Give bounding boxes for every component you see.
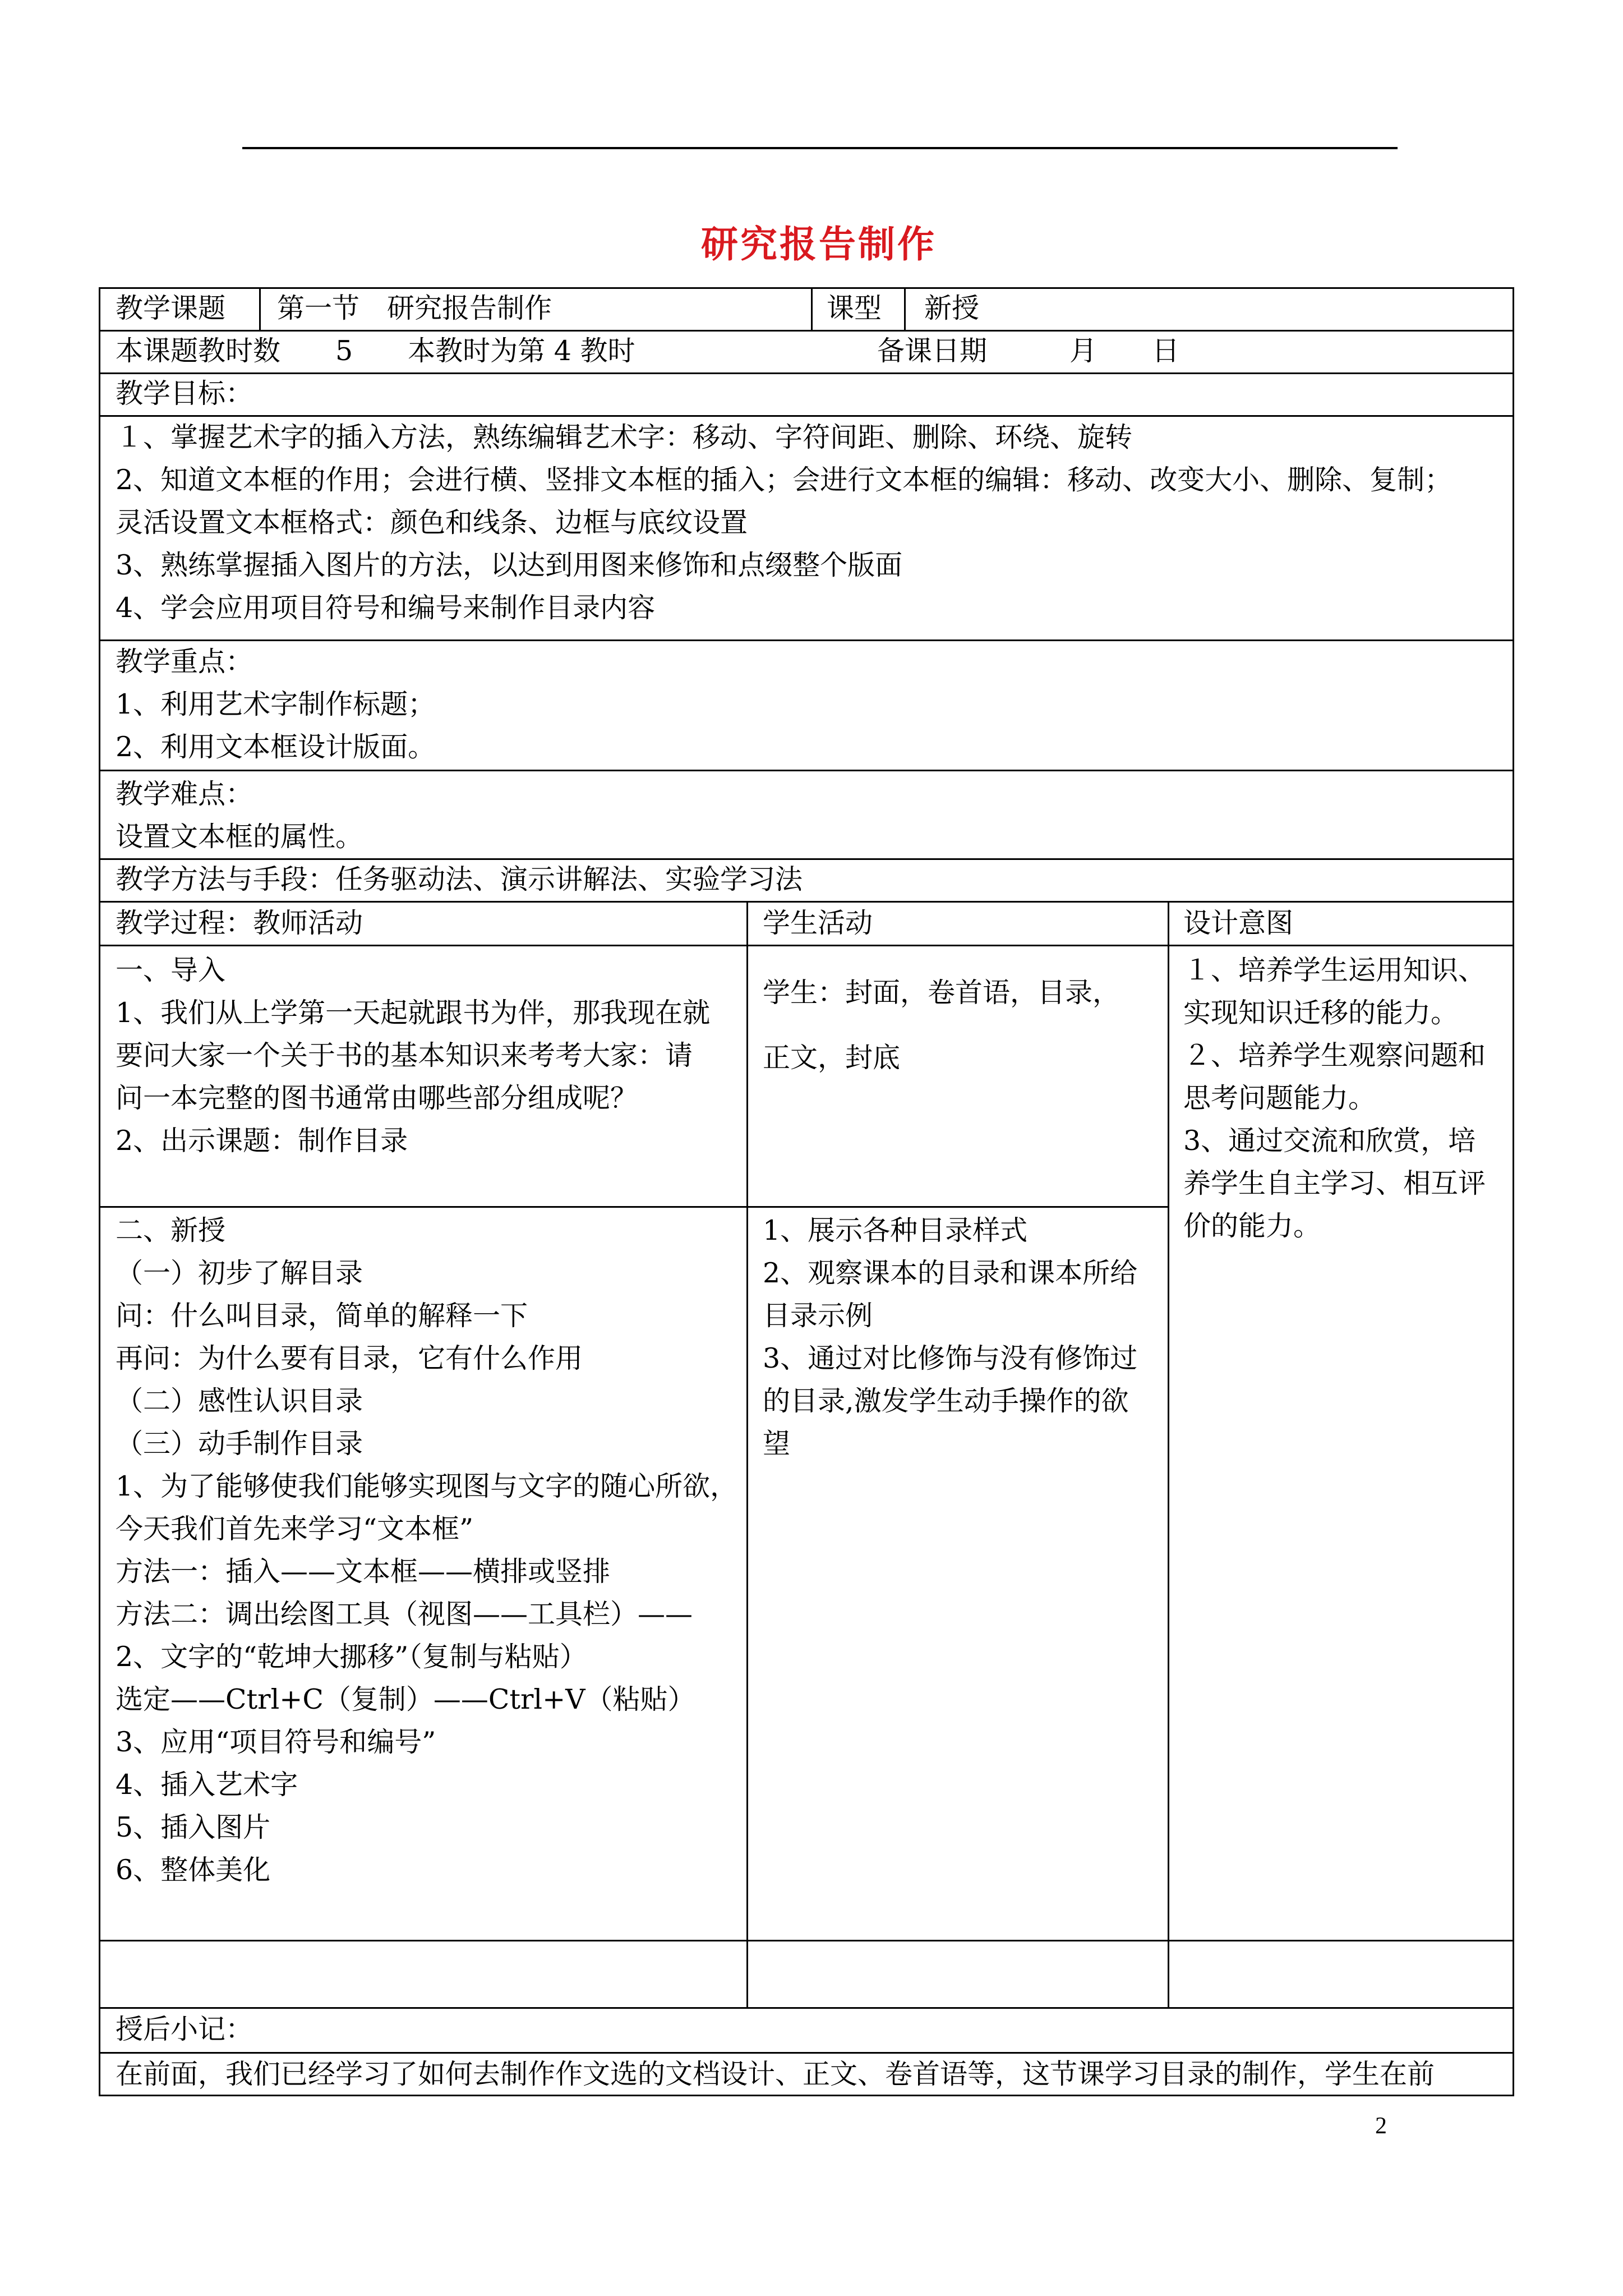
intent-line: 价的能力。 bbox=[1183, 1210, 1321, 1242]
col-divider bbox=[259, 287, 261, 330]
intent-line: 实现知识迁移的能力。 bbox=[1183, 997, 1459, 1029]
new-lesson-line: 6、整体美化 bbox=[116, 1854, 271, 1886]
intro-teacher-activity bbox=[116, 949, 710, 1162]
header-rule bbox=[242, 147, 1398, 149]
key-points-heading: 教学重点： bbox=[116, 646, 253, 678]
new-lesson-line: 问：什么叫目录，简单的解释一下 bbox=[116, 1300, 528, 1332]
new-lesson-line: 方法一：插入——文本框——横排或竖排 bbox=[116, 1556, 611, 1588]
difficulty-item: 设置文本框的属性。 bbox=[116, 821, 363, 853]
teaching-methods: 教学方法与手段：任务驱动法、演示讲解法、实验学习法 bbox=[116, 863, 803, 895]
intro-line: 一、导入 bbox=[116, 954, 226, 986]
col-divider bbox=[1168, 901, 1169, 2007]
row-divider bbox=[99, 770, 1514, 771]
page-number: 2 bbox=[1375, 2113, 1387, 2139]
key-points bbox=[116, 641, 435, 769]
document-title: 研究报告制作 bbox=[701, 222, 937, 266]
new-lesson-line: 二、新授 bbox=[116, 1214, 226, 1246]
new-lesson-line: 1、为了能够使我们能够实现图与文字的随心所欲， bbox=[116, 1470, 738, 1502]
difficulties bbox=[116, 773, 363, 858]
student-line: 2、观察课本的目录和课本所给 bbox=[763, 1257, 1138, 1289]
student-line: 的目录,激发学生动手操作的欲 bbox=[763, 1385, 1129, 1417]
new-lesson-line: （一）初步了解目录 bbox=[116, 1257, 363, 1289]
label-topic: 教学课题 bbox=[116, 292, 226, 324]
teaching-hours: 本课题教时数 5 本教时为第 4 教时 bbox=[116, 335, 635, 367]
intro-line: 问一本完整的图书通常由哪些部分组成呢？ bbox=[116, 1082, 638, 1114]
col-divider bbox=[904, 287, 906, 330]
intent-line: 养学生自主学习、相互评 bbox=[1183, 1167, 1486, 1199]
new-lesson-line: 3、应用“项目符号和编号” bbox=[116, 1726, 436, 1758]
difficulties-heading: 教学难点： bbox=[116, 778, 253, 810]
new-lesson-student-activity bbox=[763, 1209, 1137, 1465]
after-notes-heading: 授后小记： bbox=[116, 2013, 253, 2045]
intent-line: 思考问题能力。 bbox=[1183, 1082, 1376, 1114]
student-line: 3、通过对比修饰与没有修饰过 bbox=[763, 1342, 1138, 1374]
header-design-intent: 设计意图 bbox=[1183, 907, 1294, 939]
topic-value: 第一节 研究报告制作 bbox=[277, 292, 552, 324]
new-lesson-line: （二）感性认识目录 bbox=[116, 1385, 363, 1417]
student-line: 目录示例 bbox=[763, 1300, 873, 1332]
new-lesson-line: 今天我们首先来学习“文本框” bbox=[116, 1513, 474, 1545]
intent-line: 3、通过交流和欣赏，培 bbox=[1183, 1125, 1476, 1157]
section-divider-teacher bbox=[99, 1206, 746, 1208]
new-lesson-line: 再问：为什么要有目录，它有什么作用 bbox=[116, 1342, 583, 1374]
objective-item: 4、学会应用项目符号和编号来制作目录内容 bbox=[116, 592, 656, 624]
col-divider bbox=[811, 287, 813, 330]
section-divider-student bbox=[746, 1206, 1168, 1208]
objective-item: １、掌握艺术字的插入方法，熟练编辑艺术字：移动、字符间距、删除、环绕、旋转 bbox=[116, 421, 1133, 453]
intent-line: １、培养学生运用知识、 bbox=[1183, 954, 1486, 986]
objective-item: 2、知道文本框的作用；会进行横、竖排文本框的插入；会进行文本框的编辑：移动、改变大小、删除、复制； bbox=[116, 464, 1453, 496]
objectives-list bbox=[116, 416, 1452, 629]
intro-line: 2、出示课题：制作目录 bbox=[116, 1125, 408, 1157]
intro-line: 要问大家一个关于书的基本知识来考考大家：请 bbox=[116, 1039, 693, 1071]
new-lesson-teacher-activity bbox=[116, 1209, 737, 1892]
after-notes-text: 在前面，我们已经学习了如何去制作作文选的文档设计、正文、卷首语等，这节课学习目录的制作，学生在前 bbox=[116, 2058, 1435, 2090]
header-student-activity: 学生活动 bbox=[763, 907, 873, 939]
row-divider bbox=[99, 2007, 1514, 2009]
intro-student-activity bbox=[763, 960, 1120, 1091]
new-lesson-line: 方法二：调出绘图工具（视图——工具栏）—— bbox=[116, 1598, 693, 1630]
new-lesson-line: （三）动手制作目录 bbox=[116, 1428, 363, 1460]
header-teacher-activity: 教学过程：教师活动 bbox=[116, 907, 363, 939]
objective-item: 灵活设置文本框格式：颜色和线条、边框与底纹设置 bbox=[116, 507, 748, 539]
objective-item: 3、熟练掌握插入图片的方法，以达到用图来修饰和点缀整个版面 bbox=[116, 549, 903, 581]
new-lesson-line: 选定——Ctrl+C（复制）——Ctrl+V（粘贴） bbox=[116, 1683, 695, 1715]
lesson-type-value: 新授 bbox=[924, 292, 980, 324]
student-line: 1、展示各种目录样式 bbox=[763, 1214, 1028, 1246]
objectives-heading: 教学目标： bbox=[116, 378, 253, 409]
student-line: 望 bbox=[763, 1428, 791, 1460]
label-lesson-type: 课型 bbox=[827, 292, 882, 324]
row-divider bbox=[99, 945, 1514, 946]
design-intent bbox=[1183, 949, 1486, 1248]
new-lesson-line: 5、插入图片 bbox=[116, 1811, 271, 1843]
student-line: 正文，封底 bbox=[763, 1042, 901, 1074]
new-lesson-line: 2、文字的“乾坤大挪移”（复制与粘贴） bbox=[116, 1641, 587, 1673]
col-divider bbox=[746, 901, 748, 2007]
intent-line: ２、培养学生观察问题和 bbox=[1183, 1039, 1486, 1071]
intro-line: 1、我们从上学第一天起就跟书为伴，那我现在就 bbox=[116, 997, 711, 1029]
student-line: 学生：封面，卷首语，目录， bbox=[763, 977, 1121, 1009]
new-lesson-line: 4、插入艺术字 bbox=[116, 1769, 298, 1801]
key-point-item: 2、利用文本框设计版面。 bbox=[116, 731, 436, 763]
prep-date: 备课日期 月 日 bbox=[877, 335, 1180, 367]
row-divider bbox=[99, 372, 1514, 374]
key-point-item: 1、利用艺术字制作标题； bbox=[116, 688, 436, 720]
section-divider-bottom bbox=[99, 1940, 1514, 1941]
